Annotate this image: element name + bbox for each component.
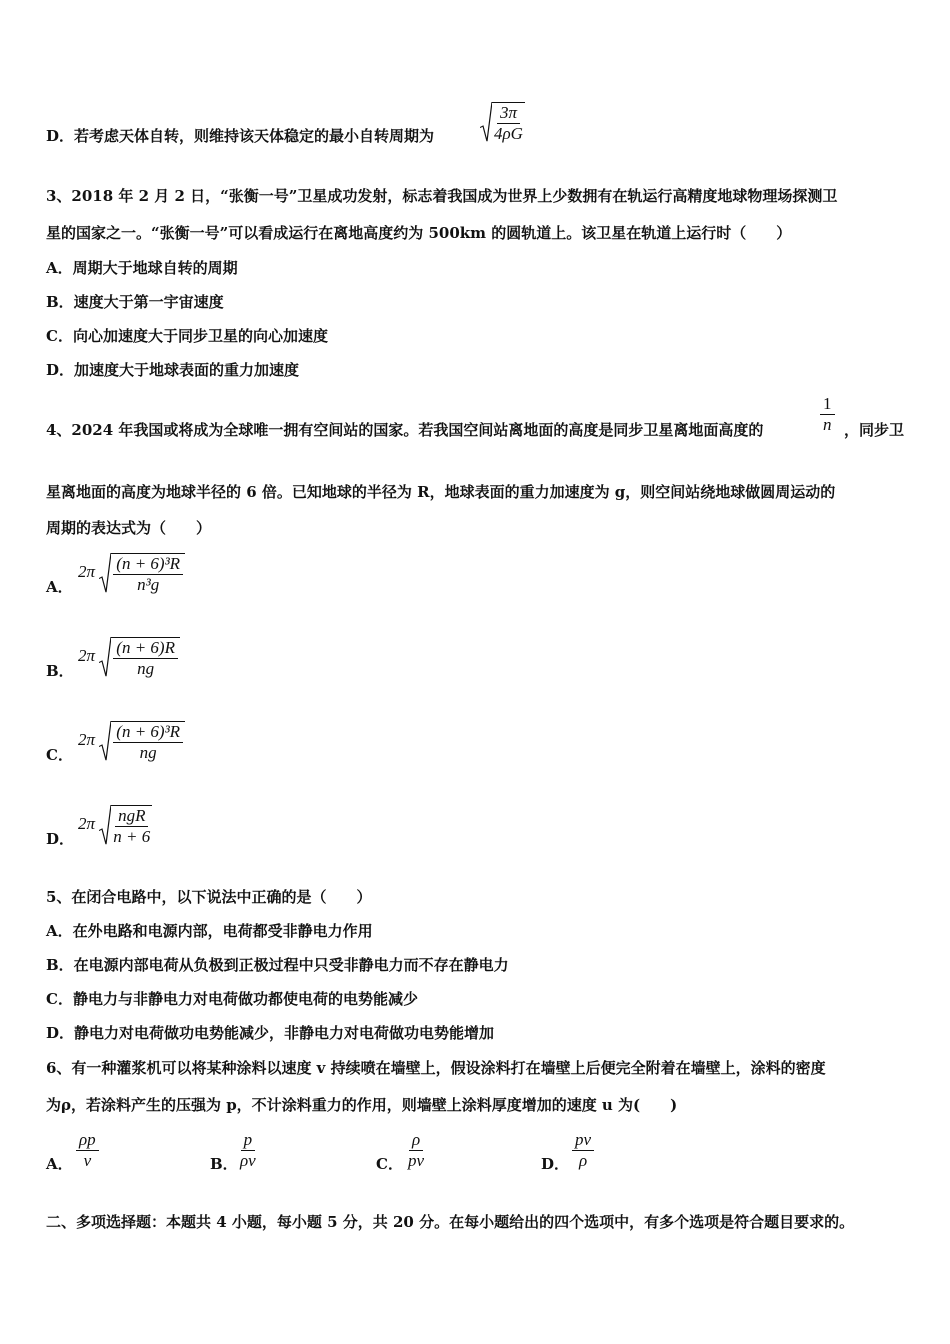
q4-d-num: ngR: [115, 808, 148, 827]
two-pi: 2π: [78, 561, 96, 581]
q5-option-a: A．在外电路和电源内部，电荷都受非静电力作用: [46, 922, 373, 940]
q4-a-den: n³g: [137, 575, 160, 594]
q6-stem-line1: 6、有一种灌浆机可以将某种涂料以速度 v 持续喷在墙壁上，假设涂料打在墙壁上后便完全附着在墙壁上，涂料的密度: [46, 1059, 826, 1077]
q6-b-den: ρv: [240, 1151, 256, 1170]
q3-option-d: D．加速度大于地球表面的重力加速度: [46, 361, 300, 379]
q6-d-den: ρ: [578, 1151, 588, 1170]
q6-c-den: pv: [408, 1151, 425, 1170]
prev-option-d-formula: [480, 102, 525, 142]
q6-option-a-formula: [76, 1132, 99, 1169]
q3-stem-line2: 星的国家之一。“张衡一号”可以看成运行在离地高度约为 500km 的圆轨道上。该卫星在轨道上运行时（ ）: [46, 224, 792, 242]
two-pi: 2π: [78, 813, 96, 833]
q5-stem: 5、在闭合电路中，以下说法中正确的是（ ）: [46, 888, 372, 906]
q4-stem-line3: 周期的表达式为（ ）: [46, 519, 212, 537]
q4-stem-line1: 4、2024 年我国或将成为全球唯一拥有空间站的国家。若我国空间站离地面的高度是同步卫星离地面高度的: [46, 421, 764, 439]
q3-stem-line1: 3、2018 年 2 月 2 日，“张衡一号”卫星成功发射，标志着我国成为世界上少数拥有在轨运行高精度地球物理场探测卫: [46, 187, 838, 205]
q6-option-a-label: A．: [46, 1155, 73, 1173]
q4-option-c-formula: [78, 721, 185, 761]
formula-numerator: 3π: [497, 105, 520, 124]
q5-option-d: D．静电力对电荷做功电势能减少，非静电力对电荷做功电势能增加: [46, 1024, 495, 1042]
q4-option-d-formula: [78, 805, 152, 845]
q6-option-d-formula: [572, 1132, 594, 1169]
q4-frac-den: n: [823, 415, 832, 434]
q6-d-num: pv: [572, 1132, 594, 1151]
q6-option-b-formula: [240, 1132, 256, 1169]
q4-option-a-label: A．: [46, 578, 73, 596]
q6-option-c-label: C．: [376, 1155, 403, 1173]
q6-a-num: ρp: [76, 1132, 99, 1151]
q4-b-num: (n + 6)R: [113, 640, 178, 659]
q4-c-den: ng: [139, 743, 157, 762]
q6-b-num: p: [241, 1132, 256, 1151]
formula-denominator: 4ρG: [494, 124, 523, 143]
q6-a-den: v: [83, 1151, 92, 1170]
q4-stem-line2: 星离地面的高度为地球半径的 6 倍。已知地球的半径为 R，地球表面的重力加速度为 g，则空间站绕地球做圆周运动的: [46, 483, 836, 501]
q6-c-num: ρ: [409, 1132, 423, 1151]
q3-option-c: C．向心加速度大于同步卫星的向心加速度: [46, 327, 328, 345]
prev-option-d-text: D．若考虑天体自转，则维持该天体稳定的最小自转周期为: [46, 127, 435, 145]
prev-option-d: [46, 126, 434, 146]
q4-option-d-label: D．: [46, 830, 75, 848]
q4-fraction: [820, 396, 835, 433]
q6-option-d-label: D．: [541, 1155, 570, 1173]
q3-option-b: B．速度大于第一宇宙速度: [46, 293, 224, 311]
q6-option-b-label: B．: [210, 1155, 238, 1173]
q4-stem-line1-tail: ，同步卫: [844, 421, 905, 439]
section2-heading: 二、多项选择题：本题共 4 小题，每小题 5 分，共 20 分。在每小题给出的四个选项中，有多个选项是符合题目要求的。: [46, 1213, 855, 1231]
q6-option-c-formula: [408, 1132, 424, 1169]
q5-option-c: C．静电力与非静电力对电荷做功都使电荷的电势能减少: [46, 990, 418, 1008]
q4-frac-num: 1: [820, 396, 835, 415]
two-pi: 2π: [78, 729, 96, 749]
q3-option-a: A．周期大于地球自转的周期: [46, 259, 238, 277]
sqrt-symbol: [480, 102, 525, 142]
two-pi: 2π: [78, 645, 96, 665]
q4-option-b-formula: [78, 637, 180, 677]
q4-option-a-formula: [78, 553, 185, 593]
q4-option-b-label: B．: [46, 662, 74, 680]
q6-stem-line2: 为ρ，若涂料产生的压强为 p，不计涂料重力的作用，则墙壁上涂料厚度增加的速度 u 为( ): [46, 1096, 678, 1114]
q4-a-num: (n + 6)³R: [113, 556, 183, 575]
q4-d-den: n + 6: [113, 827, 151, 846]
q4-option-c-label: C．: [46, 746, 73, 764]
q4-c-num: (n + 6)³R: [113, 724, 183, 743]
q5-option-b: B．在电源内部电荷从负极到正极过程中只受非静电力而不存在静电力: [46, 956, 509, 974]
q4-b-den: ng: [137, 659, 155, 678]
